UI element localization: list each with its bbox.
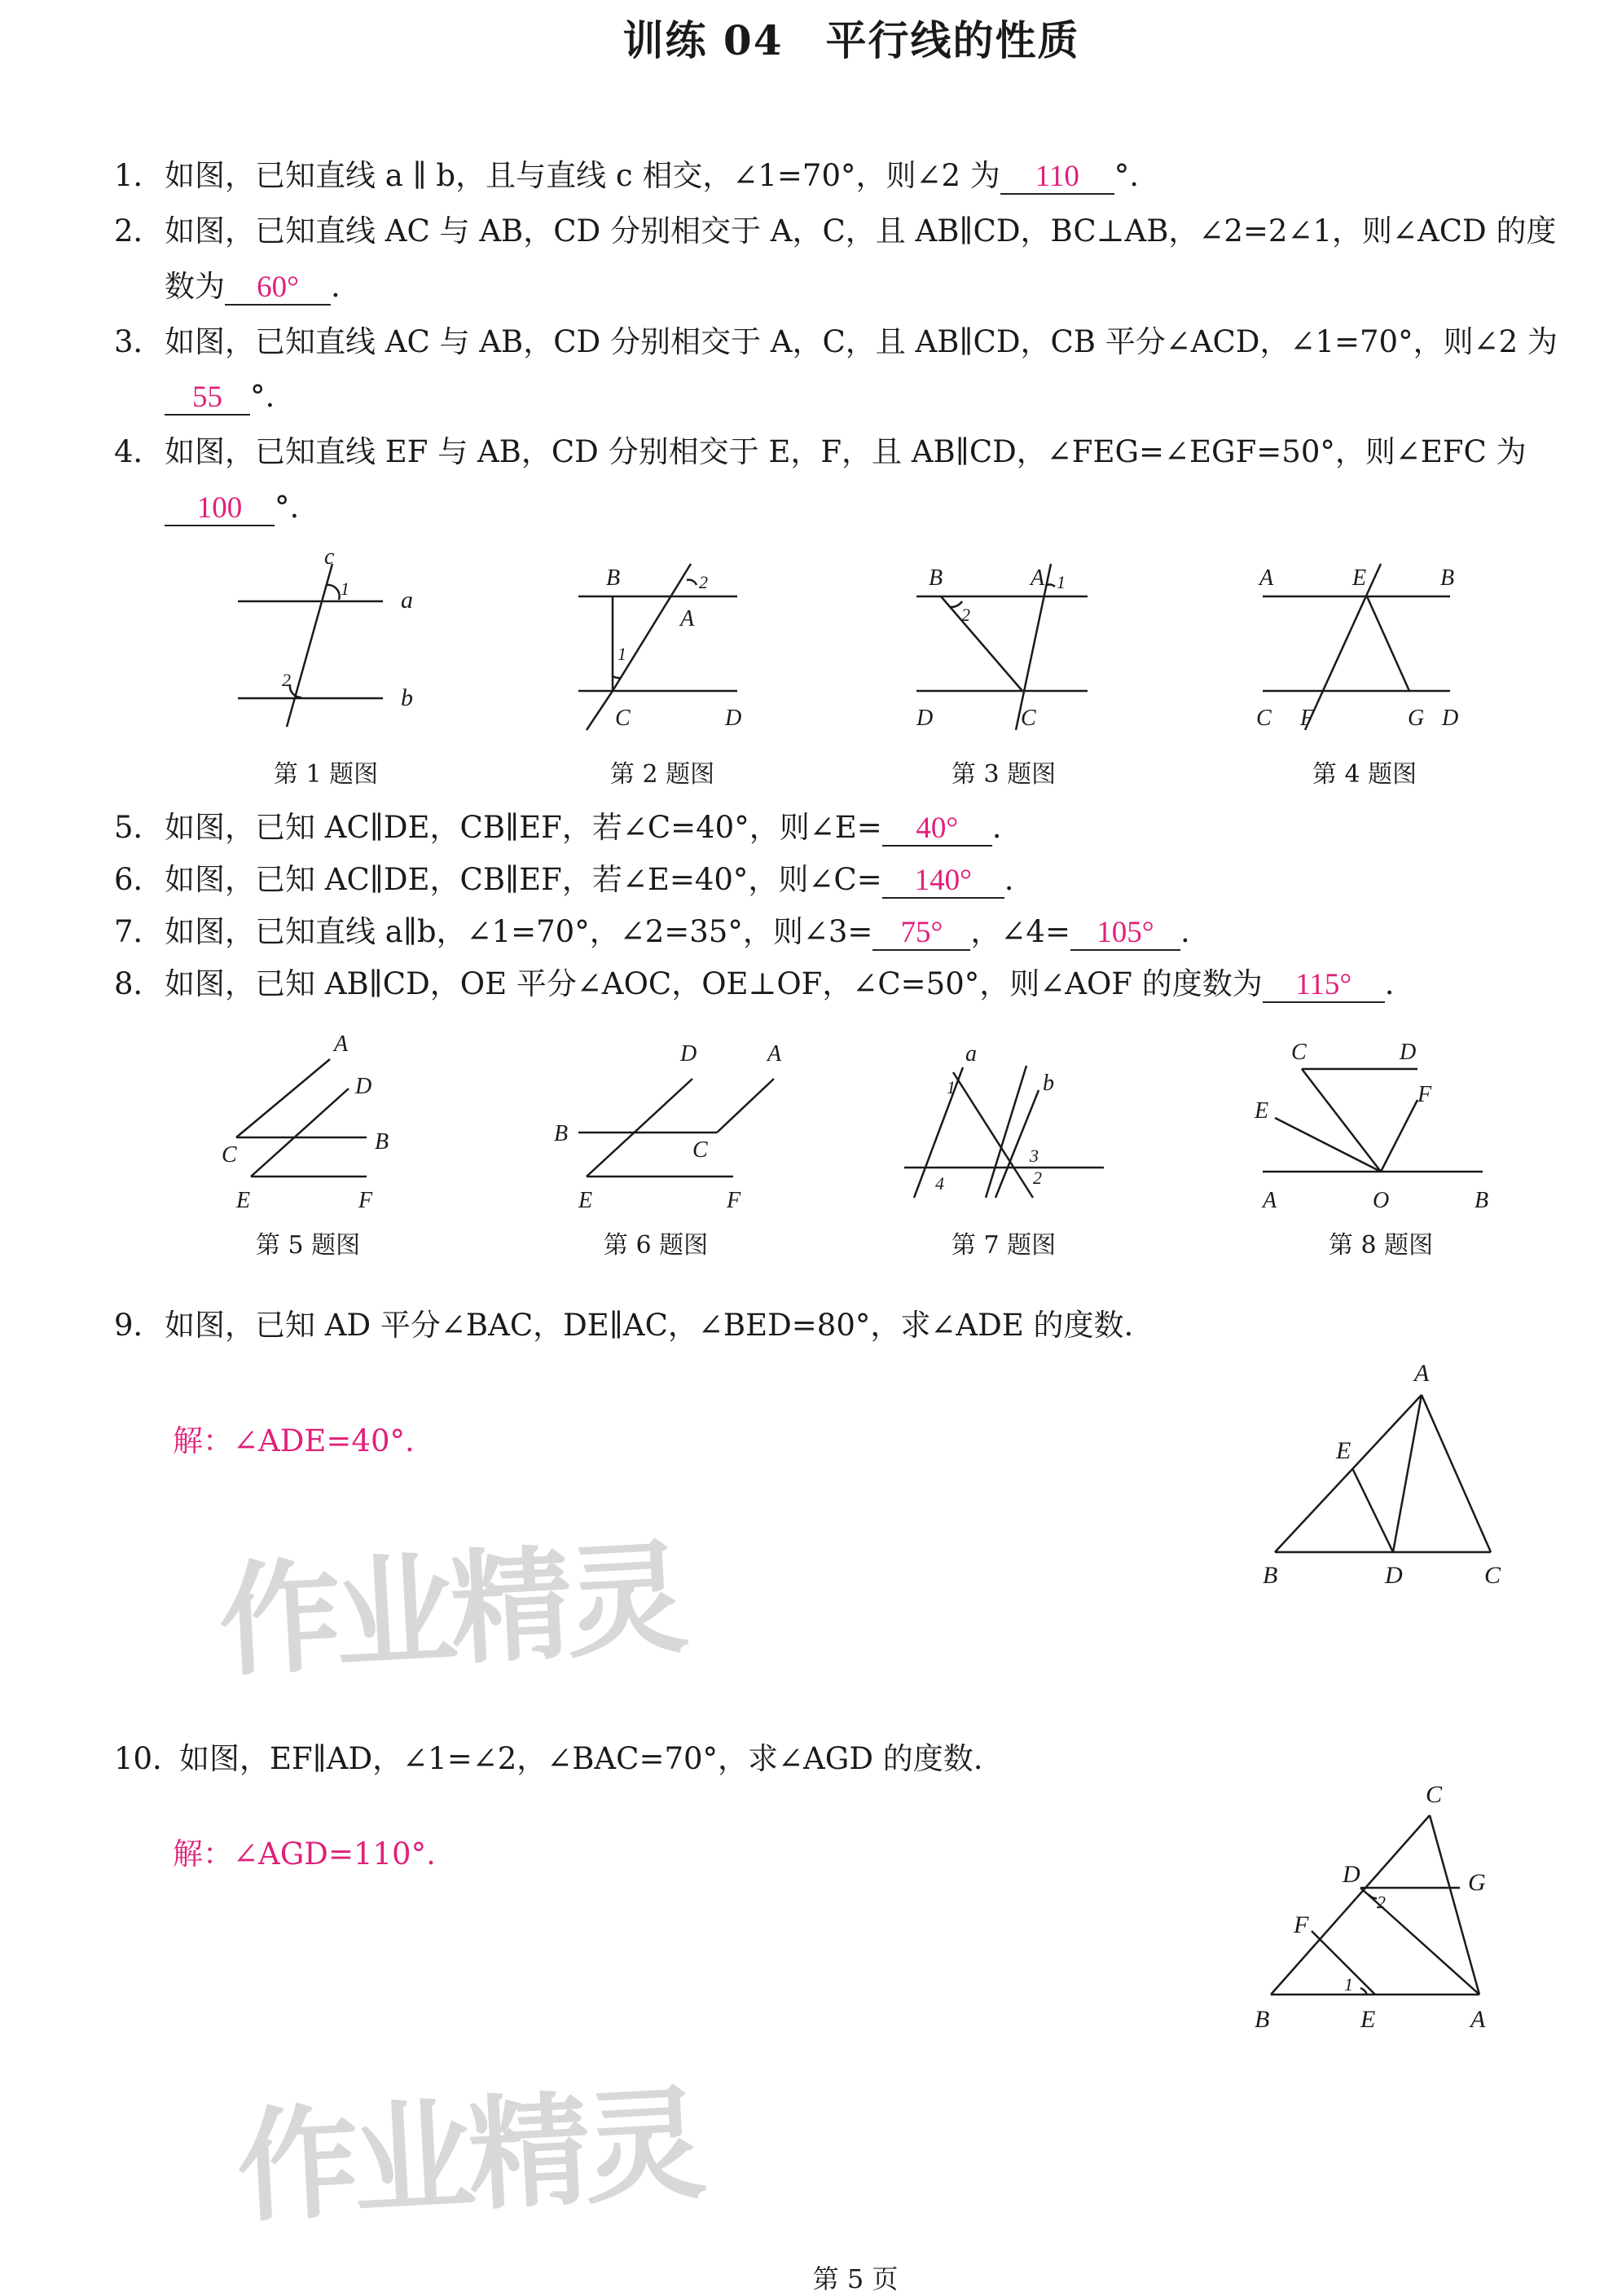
question-8: 8．如图，已知 AB∥CD，OE 平分∠AOC，OE⊥OF，∠C=50°，则∠AOF 的度数为 115° . xyxy=(114,966,1395,1001)
svg-text:2: 2 xyxy=(1033,1168,1042,1188)
figure-7 xyxy=(904,1041,1104,1198)
svg-text:E: E xyxy=(578,1188,593,1213)
caption-fig-1: 第 1 题图 xyxy=(273,760,379,789)
svg-text:C: C xyxy=(1426,1781,1443,1808)
svg-text:B: B xyxy=(1263,1562,1278,1589)
question-9: 9．如图，已知 AD 平分∠BAC，DE∥AC，∠BED=80°，求∠ADE 的度数. xyxy=(114,1308,1134,1343)
caption-fig-6: 第 6 题图 xyxy=(603,1231,709,1260)
svg-text:D: D xyxy=(725,706,742,731)
svg-text:F: F xyxy=(1300,706,1315,731)
svg-text:A: A xyxy=(1259,565,1274,591)
svg-text:C: C xyxy=(615,706,631,731)
svg-text:2: 2 xyxy=(282,670,291,690)
svg-text:D: D xyxy=(1400,1040,1417,1065)
question-2-cont: 数为 60° . xyxy=(165,269,341,304)
svg-text:E: E xyxy=(1336,1437,1351,1464)
svg-text:F: F xyxy=(358,1188,373,1213)
answer-5: 40° xyxy=(882,813,992,847)
svg-text:A: A xyxy=(767,1041,782,1067)
figure-8 xyxy=(1254,1040,1488,1213)
svg-text:B: B xyxy=(606,565,621,591)
svg-text:D: D xyxy=(1442,706,1459,731)
figure-5 xyxy=(222,1031,389,1213)
svg-text:E: E xyxy=(1360,2006,1376,2033)
watermark-2: 作业精灵 xyxy=(233,2074,703,2240)
question-3: 3．如图，已知直线 AC 与 AB，CD 分别相交于 A，C，且 AB∥CD，CB 平分∠ACD，∠1=70°，则∠2 为 xyxy=(114,324,1558,359)
answer-7a: 75° xyxy=(872,917,970,951)
svg-text:C: C xyxy=(222,1142,237,1168)
answer-3: 55 xyxy=(165,382,250,416)
figure-4 xyxy=(1256,564,1458,731)
svg-text:A: A xyxy=(680,606,695,631)
answer-1: 110 xyxy=(1000,161,1114,195)
svg-text:A: A xyxy=(1263,1188,1277,1213)
figure-1 xyxy=(238,546,413,727)
svg-text:4: 4 xyxy=(935,1173,944,1194)
svg-text:A: A xyxy=(1031,565,1045,591)
svg-text:G: G xyxy=(1408,706,1425,731)
svg-text:O: O xyxy=(1373,1188,1390,1213)
svg-text:C: C xyxy=(1256,706,1272,731)
svg-text:B: B xyxy=(1440,565,1455,591)
svg-text:B: B xyxy=(1475,1188,1489,1213)
svg-text:F: F xyxy=(1417,1082,1432,1107)
figure-3 xyxy=(916,564,1088,731)
svg-text:1: 1 xyxy=(947,1077,956,1097)
svg-text:C: C xyxy=(1484,1562,1501,1589)
svg-text:D: D xyxy=(680,1041,697,1067)
page-title: 训练 04 平行线的性质 xyxy=(622,16,1080,64)
svg-text:A: A xyxy=(334,1031,349,1057)
svg-text:B: B xyxy=(1255,2006,1270,2033)
svg-text:B: B xyxy=(929,565,943,591)
svg-text:D: D xyxy=(1343,1861,1360,1888)
answer-6: 140° xyxy=(882,865,1004,899)
figure-6 xyxy=(554,1041,782,1213)
caption-fig-2: 第 2 题图 xyxy=(609,760,715,789)
svg-text:c: c xyxy=(324,546,335,570)
svg-text:D: D xyxy=(1385,1562,1403,1589)
svg-text:E: E xyxy=(1255,1098,1269,1124)
svg-text:b: b xyxy=(401,684,413,711)
question-3-cont: 55 °. xyxy=(165,381,275,416)
svg-text:2: 2 xyxy=(699,572,708,592)
svg-text:b: b xyxy=(1043,1071,1054,1096)
page-number: 第 5 页 xyxy=(812,2263,899,2294)
watermark-1: 作业精灵 xyxy=(215,1528,685,1694)
svg-text:B: B xyxy=(554,1121,569,1146)
svg-text:C: C xyxy=(1021,706,1036,731)
svg-text:2: 2 xyxy=(961,605,970,625)
figure-10 xyxy=(1246,1776,1523,2045)
question-6: 6．如图，已知 AC∥DE，CB∥EF，若∠E=40°，则∠C= 140° . xyxy=(114,862,1014,897)
svg-text:A: A xyxy=(1470,2006,1486,2033)
svg-text:1: 1 xyxy=(1057,572,1066,592)
answer-7b: 105° xyxy=(1070,917,1180,951)
svg-text:A: A xyxy=(1414,1360,1430,1387)
figures-row-2 xyxy=(212,1027,1515,1226)
svg-text:D: D xyxy=(916,706,934,731)
figure-2 xyxy=(578,564,741,731)
question-5: 5．如图，已知 AC∥DE，CB∥EF，若∠C=40°，则∠E= 40° . xyxy=(114,810,1002,845)
svg-text:F: F xyxy=(1294,1911,1309,1938)
svg-text:C: C xyxy=(1291,1040,1307,1065)
svg-text:C: C xyxy=(692,1137,708,1163)
svg-text:G: G xyxy=(1468,1869,1486,1896)
svg-text:F: F xyxy=(727,1188,741,1213)
question-4-cont: 100 °. xyxy=(165,492,299,526)
question-2: 2．如图，已知直线 AC 与 AB，CD 分别相交于 A，C，且 AB∥CD，BC⊥AB，∠2=2∠1，则∠ACD 的度 xyxy=(114,213,1557,249)
svg-text:D: D xyxy=(355,1074,372,1099)
question-7: 7．如图，已知直线 a∥b，∠1=70°，∠2=35°，则∠3= 75° ，∠4= 105° . xyxy=(114,914,1190,949)
solution-9: 解：∠ADE=40°. xyxy=(173,1423,415,1458)
caption-fig-7: 第 7 题图 xyxy=(951,1231,1057,1260)
svg-text:a: a xyxy=(401,587,413,614)
svg-text:1: 1 xyxy=(1344,1974,1353,1995)
question-10: 10．如图，EF∥AD，∠1=∠2，∠BAC=70°，求∠AGD 的度数. xyxy=(114,1741,983,1776)
svg-text:B: B xyxy=(375,1129,389,1155)
svg-text:3: 3 xyxy=(1030,1146,1039,1166)
svg-text:E: E xyxy=(1352,565,1367,591)
question-1: 1．如图，已知直线 a ∥ b，且与直线 c 相交，∠1=70°，则∠2 为 110 °. xyxy=(114,158,1140,193)
question-4: 4．如图，已知直线 EF 与 AB，CD 分别相交于 E，F，且 AB∥CD，∠FEG=∠EGF=50°，则∠EFC 为 xyxy=(114,434,1527,469)
caption-fig-8: 第 8 题图 xyxy=(1328,1231,1434,1260)
svg-text:1: 1 xyxy=(618,644,626,664)
svg-text:E: E xyxy=(236,1188,251,1213)
caption-fig-4: 第 4 题图 xyxy=(1312,760,1417,789)
answer-8: 115° xyxy=(1263,970,1385,1003)
caption-fig-3: 第 3 题图 xyxy=(951,760,1057,789)
figures-row-1 xyxy=(228,546,1483,758)
answer-4: 100 xyxy=(165,493,275,526)
svg-text:1: 1 xyxy=(341,578,349,599)
svg-text:2: 2 xyxy=(1377,1892,1386,1912)
answer-2: 60° xyxy=(225,272,331,306)
svg-text:a: a xyxy=(965,1041,977,1067)
solution-10: 解：∠AGD=110°. xyxy=(173,1836,436,1872)
caption-fig-5: 第 5 题图 xyxy=(255,1231,361,1260)
figure-9 xyxy=(1255,1357,1523,1593)
